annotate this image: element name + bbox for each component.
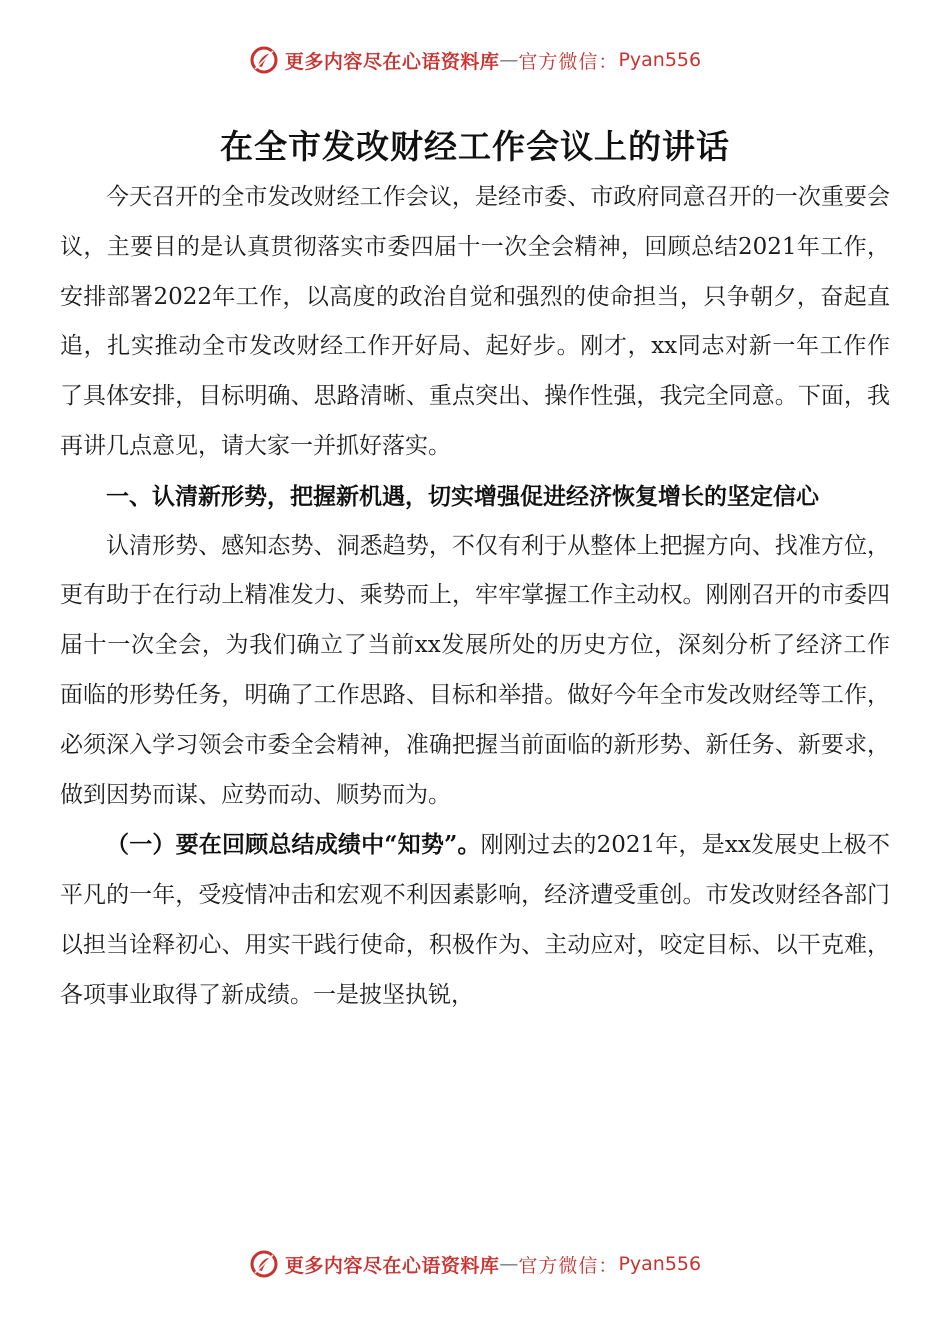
- paragraph-subsection-1: [60, 820, 890, 1020]
- document-body: [60, 173, 890, 1021]
- top-banner: [0, 40, 950, 80]
- banner-wechat-label: 官方微信：: [518, 50, 619, 73]
- logo-icon: [249, 45, 279, 75]
- banner-wechat-id: Pyan556: [618, 49, 702, 71]
- paragraph-situation: 认清形势、感知态势、洞悉趋势，不仅有利于从整体上把握方向、找准方位，更有助于在行动上精准发力、乘势而上，牢牢掌握工作主动权。刚刚召开的市委四届十一次全会，为我们确立了当前xx发展所处的历史方位，深刻分析了经济工作面临的形势任务，明确了工作思路、目标和举措。做好今年全市发改财经等工作，必须深入学习领会市委全会精神，准确把握当前面临的新形势、新任务、新要求，做到因势而谋、应势而动、顺势而为。: [60, 532, 890, 808]
- document-title: 在全市发改财经工作会议上的讲话: [220, 127, 730, 166]
- bottom-banner: [0, 1244, 950, 1284]
- banner-promo-text: 更多内容尽在心语资料库: [284, 1254, 500, 1277]
- banner-separator: —: [499, 1253, 519, 1275]
- section-heading-1: 一、认清新形势，把握新机遇，切实增强促进经济恢复增长的坚定信心: [106, 482, 819, 510]
- logo-icon: [249, 1249, 279, 1279]
- subsection-heading-1: （一）要在回顾总结成绩中“知势”。: [106, 831, 481, 859]
- subsection-1-text: 刚刚过去的2021年，是xx发展史上极不平凡的一年，受疫情冲击和宏观不利因素影响，经济遭受重创。市发改财经各部门以担当诠释初心、用实干践行使命，积极作为、主动应对，咬定目标、以干克难，各项事业取得了新成绩。一是披坚执锐，: [60, 832, 890, 1008]
- banner-promo-text: 更多内容尽在心语资料库: [284, 50, 500, 73]
- banner-separator: —: [499, 49, 519, 71]
- banner-wechat-id: Pyan556: [618, 1253, 702, 1275]
- paragraph-intro: 今天召开的全市发改财经工作会议，是经市委、市政府同意召开的一次重要会议，主要目的是认真贯彻落实市委四届十一次全会精神，回顾总结2021年工作，安排部署2022年工作，以高度的政治自觉和强烈的使命担当，只争朝夕，奋起直追，扎实推动全市发改财经工作开好局、起好步。刚才，xx同志对新一年工作作了具体安排，目标明确、思路清晰、重点突出、操作性强，我完全同意。下面，我再讲几点意见，请大家一并抓好落实。: [60, 184, 890, 459]
- banner-wechat-label: 官方微信：: [518, 1254, 619, 1277]
